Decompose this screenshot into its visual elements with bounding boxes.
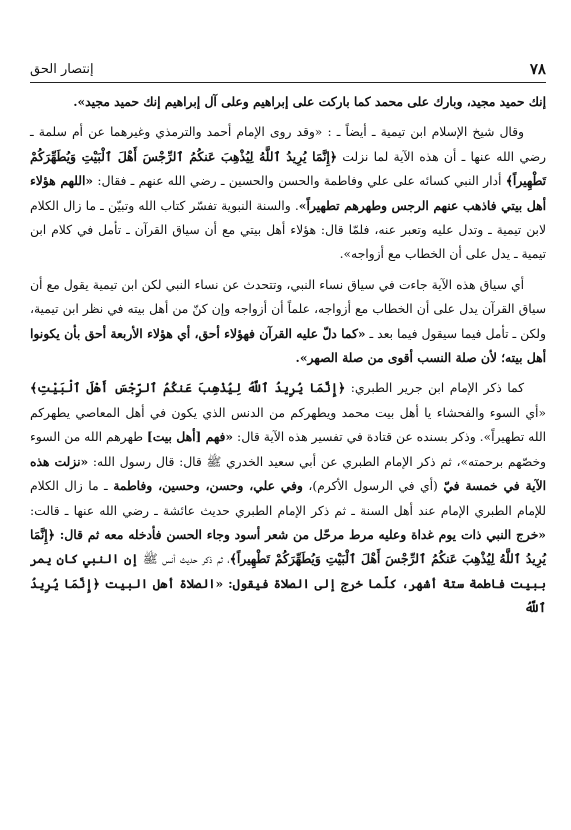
quoted-text: «اللهم هؤلاء أهل بيتي فاذهب عنهم الرجس وطهرهم تطهيراً» [30,173,546,213]
document-body [30,90,546,621]
paragraph-p1 [30,90,546,114]
body-text: وقال شيخ الإسلام ابن تيمية ـ أيضاً ـ : «وقد روى الإمام أحمد والترمذي وغيرهما عن أم سلمة ـ رضي الله عنها ـ أن هذه الآية لما نزلت [30,125,546,164]
quoted-text: إن النبي كان يمر ببيت فاطمة ستة أشهر، كلّما خرج إلى الصلاة فيقول: «الصلاة أهل البيت ﴿إِنَّمَا يُرِيدُ ٱللَّهُ [30,551,546,616]
page-number: ٧٨ [529,60,546,78]
paragraph-p3 [30,273,546,371]
paragraph-p2 [30,120,546,266]
quoted-text: «خرج النبي ذات يوم غداة وعليه مرط مرحّل من شعر أسود وجاء الحسن فأدخله معه ثم قال: ﴿إِنَّمَا يُرِيدُ ٱللَّهُ لِيُذْهِبَ عَنكُمُ ٱلرِّجْسَ أَهْلَ ٱلْبَيْتِ وَيُطَهِّرَكُمْ تَطْهِيراً﴾ [30,526,546,567]
body-text: أي سياق هذه الآية جاءت في سياق نساء النبي، وتتحدث عن نساء النبي لكن ابن تيمية يقول مع أن سياق القرآن يدل على أن الخطاب مع أزواجه، علماً أن أزواجه وإن كنّ من أهل بيته في نظر ابن تيمية، ولكن ـ تأمل فيما سيقول فيما بعد ـ [30,277,546,341]
paragraph-p4 [30,376,546,620]
page-header [30,60,546,83]
quoted-text: إنك حميد مجيد، وبارك على محمد كما باركت على إبراهيم وعلى آل إبراهيم إنك حميد مجيد». [73,94,546,109]
quoted-text: «فهم [أهل بيت] [146,429,234,445]
body-text: كما ذكر الإمام ابن جرير الطبري: [345,381,524,396]
body-text: ـ ما زال الكلام للإمام الطبري الإمام عند أهل السنة ـ ثم ذكر الإمام الطبري حديث عائشة ـ رضي الله عنها ـ قالت: [30,479,546,518]
quoted-text: ﴿إِنَّمَا يُرِيدُ ٱللَّهُ لِيُذْهِبَ عَنكُمُ ٱلرِّجْسَ أَهْلَ ٱلْبَيْتِ وَيُطَهِّرَكُمْ تَطْهِيراً﴾ [30,148,546,189]
quoted-text: «كما دلّ عليه القرآن فهؤلاء أحق، أي هؤلاء الأربعة أحق بأن يكونوا أهل بيته؛ لأن صلة النسب أقوى من صلة الصهر». [30,325,546,366]
body-text: أدار النبي كسائه على علي وفاطمة والحسن والحسين ـ رضي الله عنهم ـ فقال: [93,174,506,189]
running-title: إنتصار الحق [30,62,94,77]
quoted-text: ﴿إِنَّمَا يُرِيدُ ٱللَّهُ لِيُذْهِبَ عَنكُمُ ٱلرِّجْسَ أَهْلَ ٱلْبَيْتِ﴾ [30,380,346,396]
quoted-text: «نزلت هذه الآية في خمسة فيّ [30,453,546,494]
body-text: (أي في الرسول الأكرم)، [302,479,444,494]
quoted-text: وفي علي، وحسن، وحسين، وفاطمة [113,478,303,494]
body-text: طهرهم الله من السوء وخصّهم برحمته»، ثم ذكر الإمام الطبري عن أبي سعيد الخدري ﷺ قال: قال رسول الله: [30,430,546,469]
body-text: . والسنة النبوية تفسّر كتاب الله وتبيّن ـ ما زال الكلام لابن تيمية ـ وتدل عليه وتعبر عنه، فلمّا قال: هؤلاء أهل بيتي مع أن سياق القرآن ـ تأمل في كلام ابن تيمية ـ يدل على أن الخطاب مع أزواجه». [30,198,546,262]
body-text: ، ثم ذكر حديث أنس ﷺ [138,552,230,567]
body-text: «أي السوء والفحشاء يا أهل بيت محمد ويطهركم من الدنس الذي يكون في أهل المعاصي يطهركم الله تطهيراً». وذكر بسنده عن قتادة في تفسير هذه الآية قال: [30,405,546,445]
